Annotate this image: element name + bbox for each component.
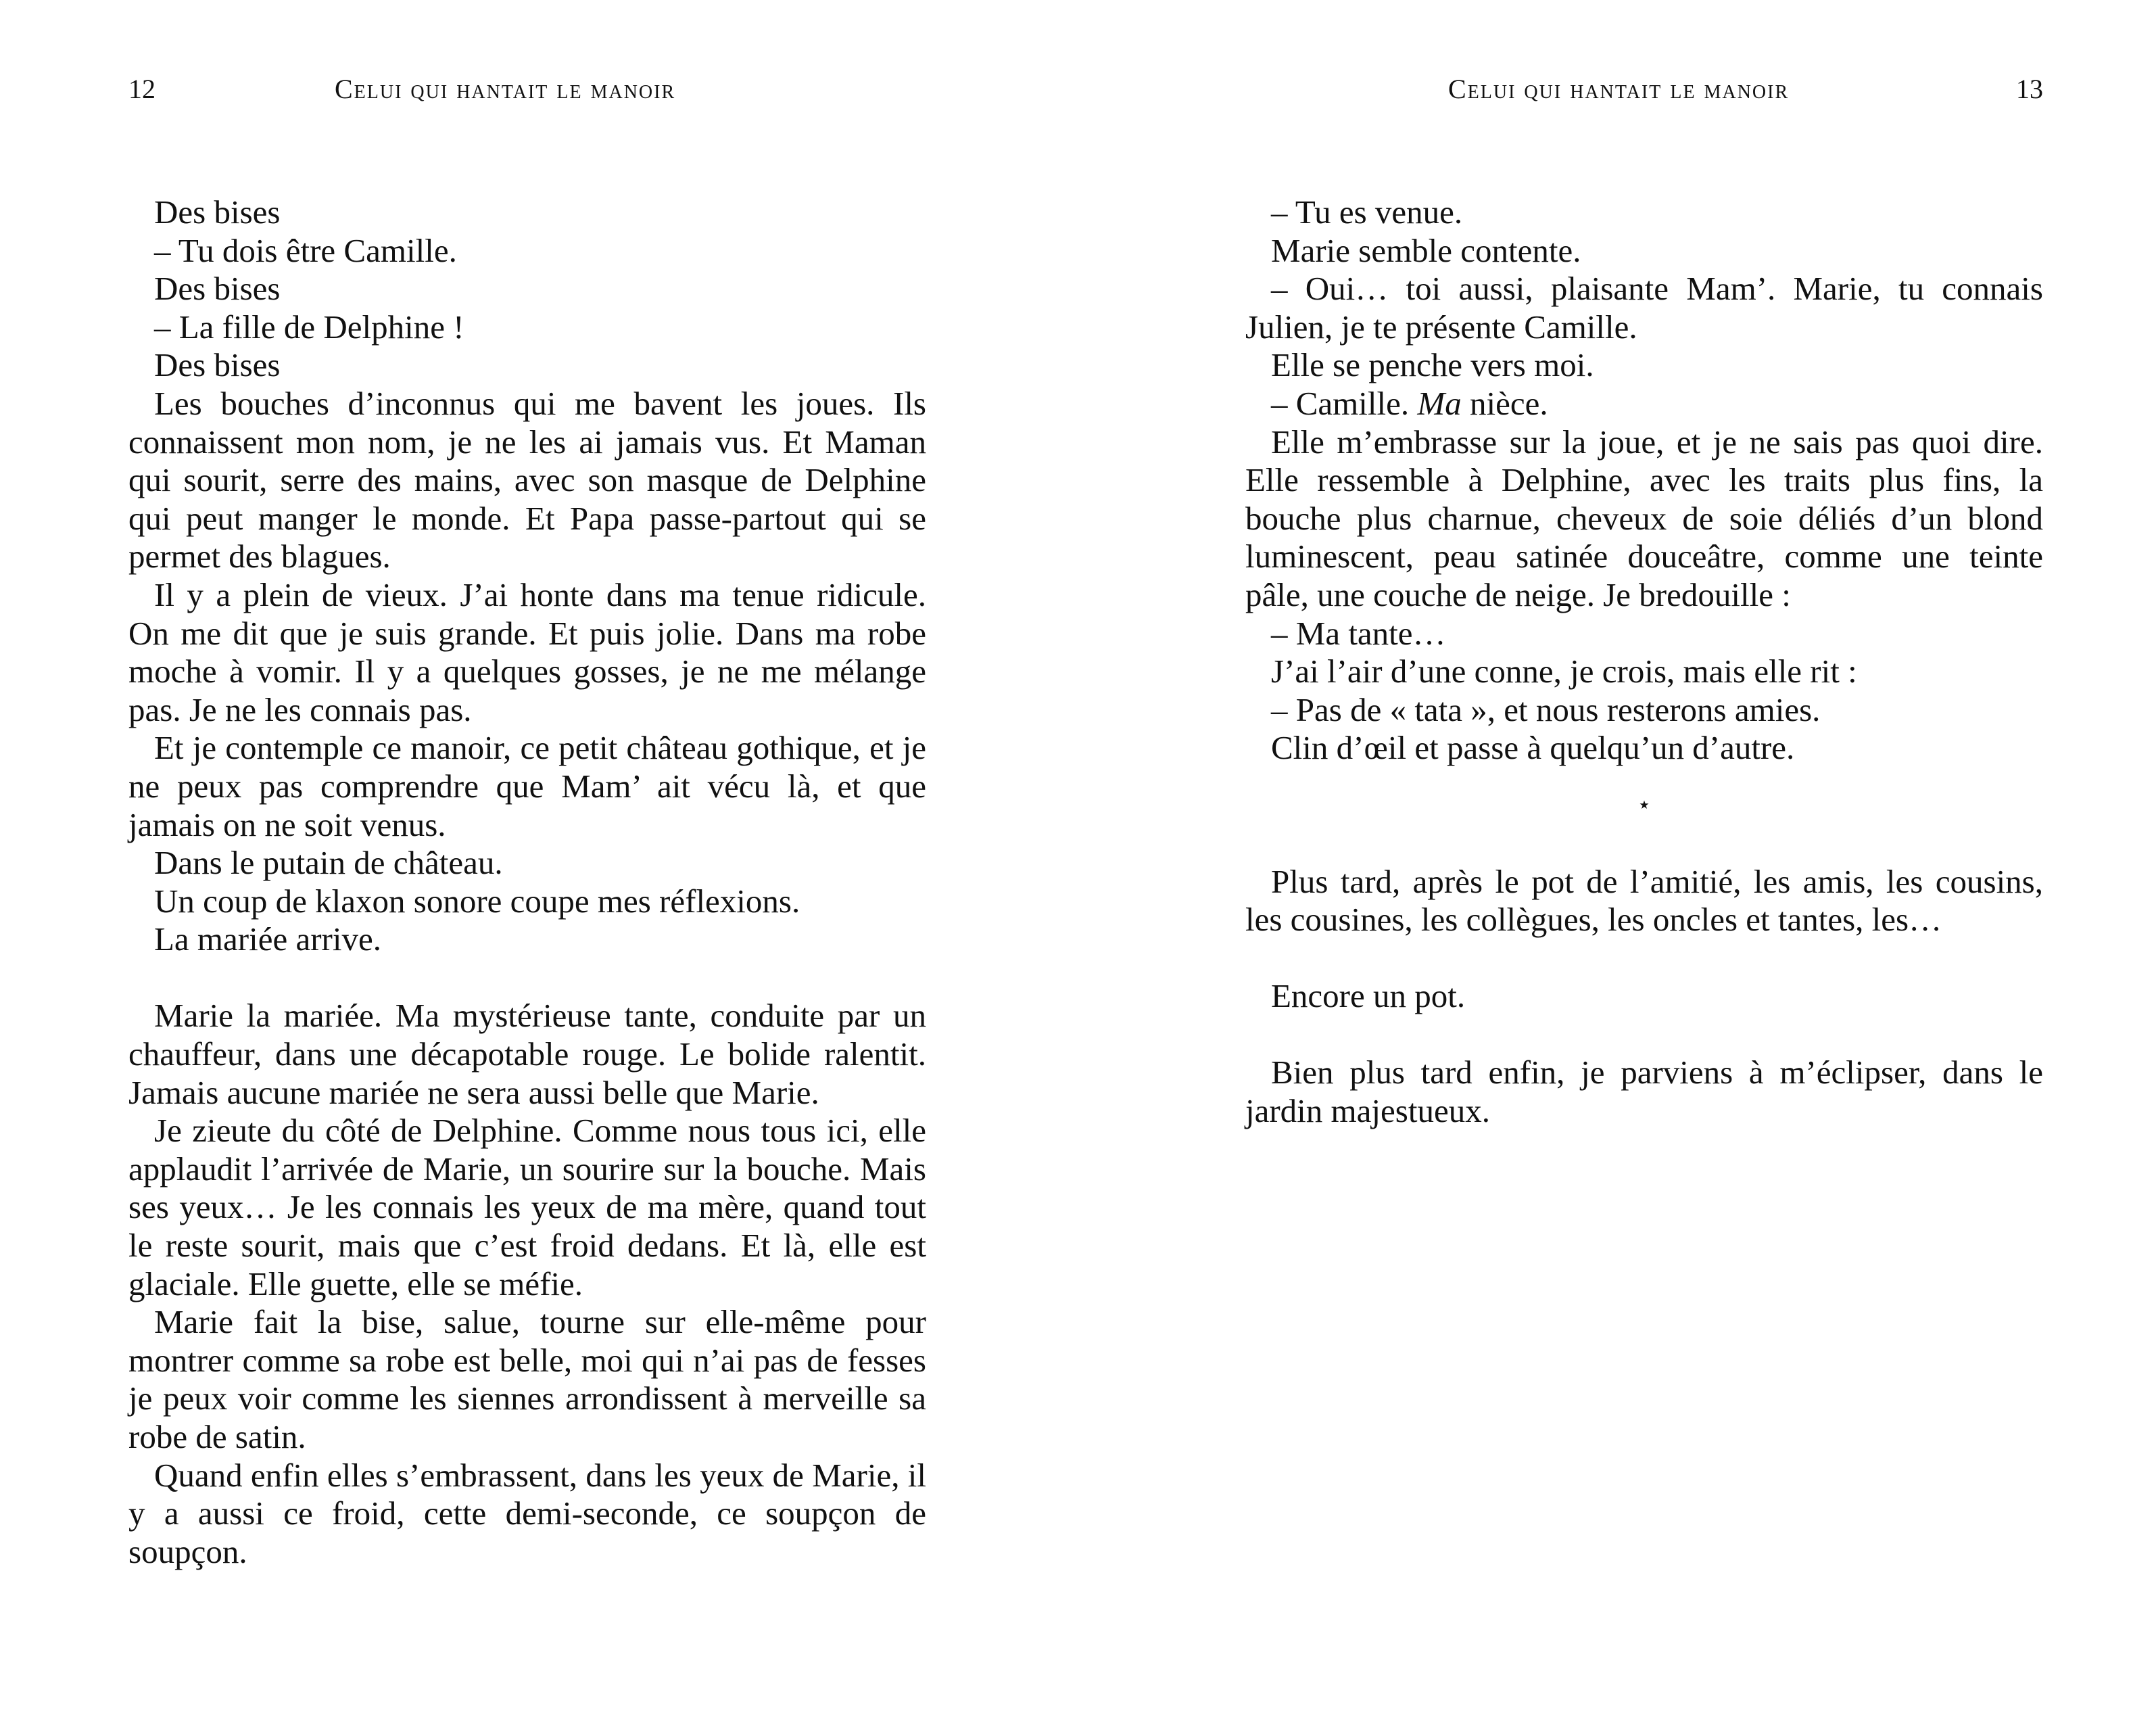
paragraph: – Ma tante… <box>1271 614 1446 652</box>
paragraph: Clin d’œil et passe à quelqu’un d’autre. <box>1271 729 1795 767</box>
paragraph: Dans le putain de château. <box>154 844 503 882</box>
left-page-header <box>128 73 926 114</box>
section-break <box>128 959 926 997</box>
running-head: Celui qui hantait le manoir <box>1448 74 1790 104</box>
paragraph: – Oui… toi aussi, plaisante Mam’. Marie, tu connais Julien, je te présente Camille. <box>1245 270 2043 346</box>
section-break <box>1245 939 2043 978</box>
paragraph: – Tu es venue. <box>1271 193 1463 231</box>
right-page-header <box>1245 73 2043 114</box>
paragraph: Et je contemple ce manoir, ce petit château gothique, et je ne peux pas comprendre que Mam’ ait vécu là, et que jamais on ne soit venus. <box>128 729 926 843</box>
paragraph: – Tu dois être Camille. <box>154 231 457 269</box>
paragraph: Encore un pot. <box>1271 977 1466 1015</box>
paragraph: Il y a plein de vieux. J’ai honte dans ma tenue ridicule. On me dit que je suis grande. Et puis jolie. Dans ma robe moche à vomir. Il y a quelques gosses, je ne me mélange pas. Je ne les connais pas. <box>128 575 926 728</box>
paragraph: Quand enfin elles s’embrassent, dans les yeux de Marie, il y a aussi ce froid, cette demi-seconde, ce soupçon de soupçon. <box>128 1456 926 1570</box>
section-break <box>1245 1016 2043 1054</box>
paragraph: Des bises <box>154 346 281 384</box>
paragraph: Elle se penche vers moi. <box>1271 346 1594 384</box>
section-separator-star: ⋆ <box>1637 792 1652 818</box>
paragraph: Bien plus tard enfin, je parviens à m’éclipser, dans le jardin majestueux. <box>1245 1054 2043 1130</box>
paragraph: Marie la mariée. Ma mystérieuse tante, conduite par un chauffeur, dans une décapotable rouge. Le bolide ralentit. Jamais aucune mariée ne sera aussi belle que Marie. <box>128 997 926 1111</box>
paragraph: J’ai l’air d’une conne, je crois, mais elle rit : <box>1271 653 1857 690</box>
paragraph: Plus tard, après le pot de l’amitié, les amis, les cousins, les cousines, les collègues, les oncles et tantes, les… <box>1245 862 2043 939</box>
paragraph: Marie semble contente. <box>1271 231 1581 269</box>
paragraph <box>1245 385 2043 423</box>
right-page-body <box>1245 193 2043 1131</box>
page-number: 12 <box>128 74 155 104</box>
paragraph: Je zieute du côté de Delphine. Comme nous tous ici, elle applaudit l’arrivée de Marie, un sourire sur la bouche. Mais ses yeux… Je les connais les yeux de ma mère, quand tout le reste sourit, mais que c’est froid dedans. Et là, elle est glaciale. Elle guette, elle se méfie. <box>128 1112 926 1302</box>
left-page <box>128 0 926 1717</box>
paragraph: Les bouches d’inconnus qui me bavent les joues. Ils connaissent mon nom, je ne les ai jamais vus. Et Maman qui sourit, serre des mains, avec son masque de Delphine qui peut manger le monde. Et Papa passe-partout qui se permet des blagues. <box>128 384 926 575</box>
paragraph: Marie fait la bise, salue, tourne sur elle-même pour montrer comme sa robe est belle, moi qui n’ai pas de fesses je peux voir comme les siennes arrondissent à merveille sa robe de satin. <box>128 1303 926 1455</box>
paragraph: Des bises <box>154 270 281 308</box>
right-page <box>1245 0 2043 1717</box>
paragraph: – La fille de Delphine ! <box>154 308 464 346</box>
dialogue-text: nièce. <box>1469 384 1548 422</box>
running-head: Celui qui hantait le manoir <box>335 74 676 104</box>
emphasis-text: Ma <box>1417 384 1462 422</box>
dialogue-text: – Camille. <box>1271 384 1410 422</box>
paragraph: Elle m’embrasse sur la joue, et je ne sais pas quoi dire. Elle ressemble à Delphine, avec les traits plus fins, la bouche plus charnue, cheveux de soie déliés d’un blond luminescent, peau satinée douceâtre, comme une teinte pâle, une couche de neige. Je bredouille : <box>1245 423 2043 613</box>
paragraph: Des bises <box>154 193 281 231</box>
page-number: 13 <box>2016 74 2043 104</box>
paragraph: – Pas de « tata », et nous resterons amies. <box>1271 690 1821 728</box>
paragraph: Un coup de klaxon sonore coupe mes réflexions. <box>154 882 800 920</box>
paragraph: La mariée arrive. <box>154 920 381 958</box>
left-page-body <box>128 193 926 1571</box>
